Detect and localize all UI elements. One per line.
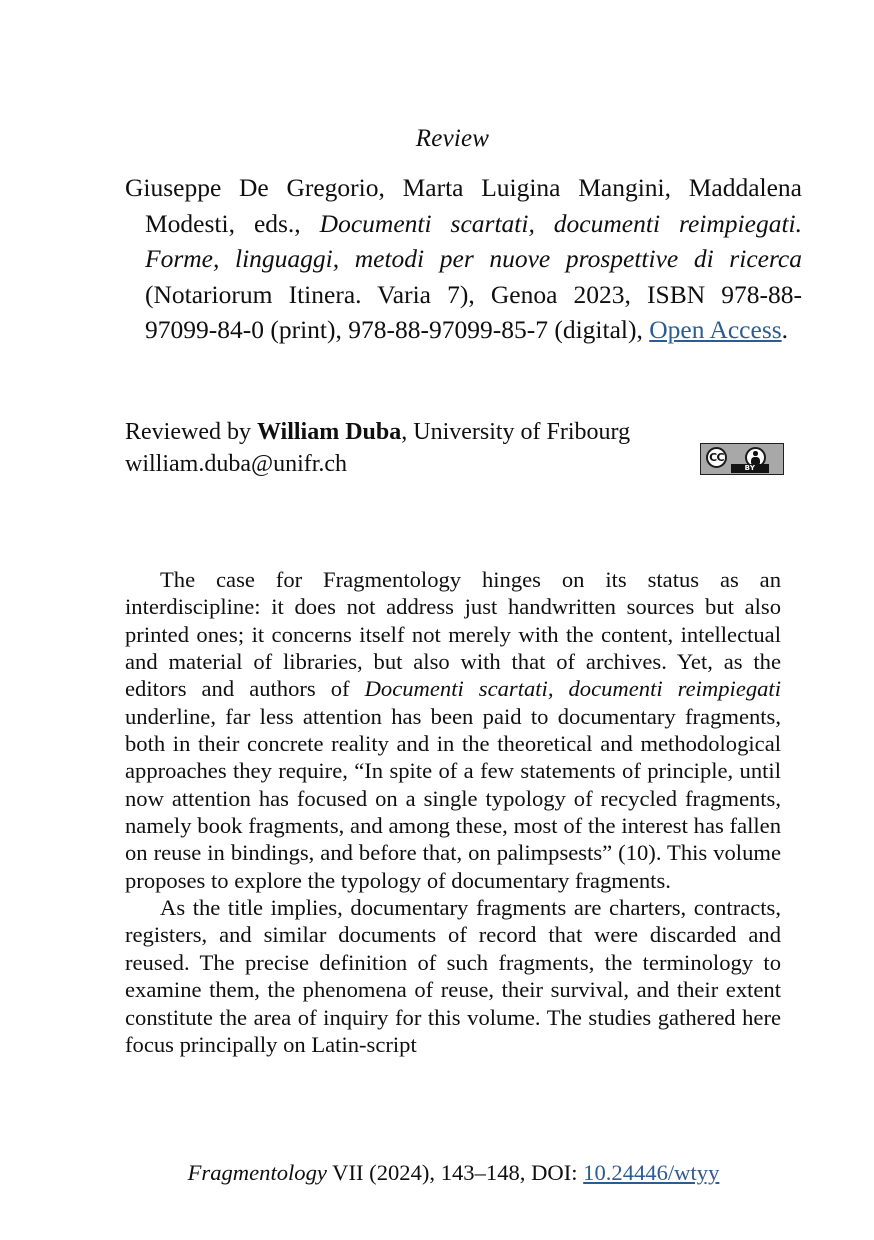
paragraph-2-lead: As the title implies, documentary fragments are charters, contracts, registers, and similar documents of record that were discarded and reused. The precise definition of such fragments, the terminology to examine them, the phenomena of reuse, their survival, and their extent constitute the area of inquiry for this volume. The studies gathered here focus principally on Latin-script bbox=[125, 895, 781, 1057]
paragraph-2 bbox=[125, 894, 781, 1058]
paragraph-1-italic-title: Documenti scartati, documenti reimpiegati bbox=[364, 676, 781, 702]
paragraph-1 bbox=[125, 566, 781, 894]
paragraph-1-lead: The case for Fragmentology hinges on its status as an interdiscipline: it does not address just handwritten sources but also printed ones; it concerns itself not merely with the content, intellectual and material of libraries, but also with that of archives. Yet, as the editors and authors of bbox=[125, 567, 781, 702]
person-head-icon bbox=[753, 451, 758, 456]
open-access-link[interactable]: Open Access bbox=[649, 315, 782, 345]
citation-period: . bbox=[781, 315, 789, 345]
citation-work-title: Documenti scartati, documenti reimpiegati. Forme, linguaggi, metodi per nuove prospettive di ricerca bbox=[145, 208, 803, 274]
reviewer-name: William Duba bbox=[256, 419, 402, 445]
reviewer-block bbox=[125, 416, 705, 480]
creative-commons-by-badge-icon[interactable] bbox=[700, 443, 784, 475]
footer-journal-name: Fragmentology bbox=[187, 1160, 327, 1185]
by-label: BY bbox=[731, 464, 769, 473]
citation-block bbox=[125, 170, 802, 348]
page-footer bbox=[125, 1158, 782, 1188]
person-body-icon bbox=[751, 457, 760, 464]
reviewer-affiliation: , University of Fribourg bbox=[401, 419, 631, 445]
citation-editors: Giuseppe De Gregorio, Marta Luigina Mangini, Maddalena Modesti, eds., bbox=[125, 173, 802, 238]
reviewer-email[interactable]: william.duba@unifr.ch bbox=[125, 451, 348, 477]
paragraph-1-tail: underline, far less attention has been paid to documentary fragments, both in their concrete reality and in the theoretical and methodological approaches they require, “In spite of a few statements of principle, until now attention has focused on a single typology of recycled fragments, namely book fragments, and among these, most of the interest has fallen on reuse in bindings, and before that, on palimpsests” (10). This volume proposes to explore the typology of documentary fragments. bbox=[125, 703, 781, 893]
section-heading-review: Review bbox=[415, 125, 490, 152]
article-body bbox=[125, 566, 781, 1058]
citation-series-publication: (Notariorum Itinera. Varia 7), Genoa 2023, ISBN 978-88-97099-84-0 (print), 978-88-97099-85-7 (digital), bbox=[145, 279, 802, 345]
cc-label: CC bbox=[709, 451, 724, 464]
footer-volume-pages: VII (2024), 143–148, DOI: bbox=[326, 1160, 584, 1185]
cc-circle-icon bbox=[706, 447, 727, 468]
doi-link[interactable]: 10.24446/wtyy bbox=[583, 1160, 720, 1185]
reviewed-by-label: Reviewed by bbox=[125, 419, 257, 445]
person-glyph-icon bbox=[750, 451, 762, 465]
